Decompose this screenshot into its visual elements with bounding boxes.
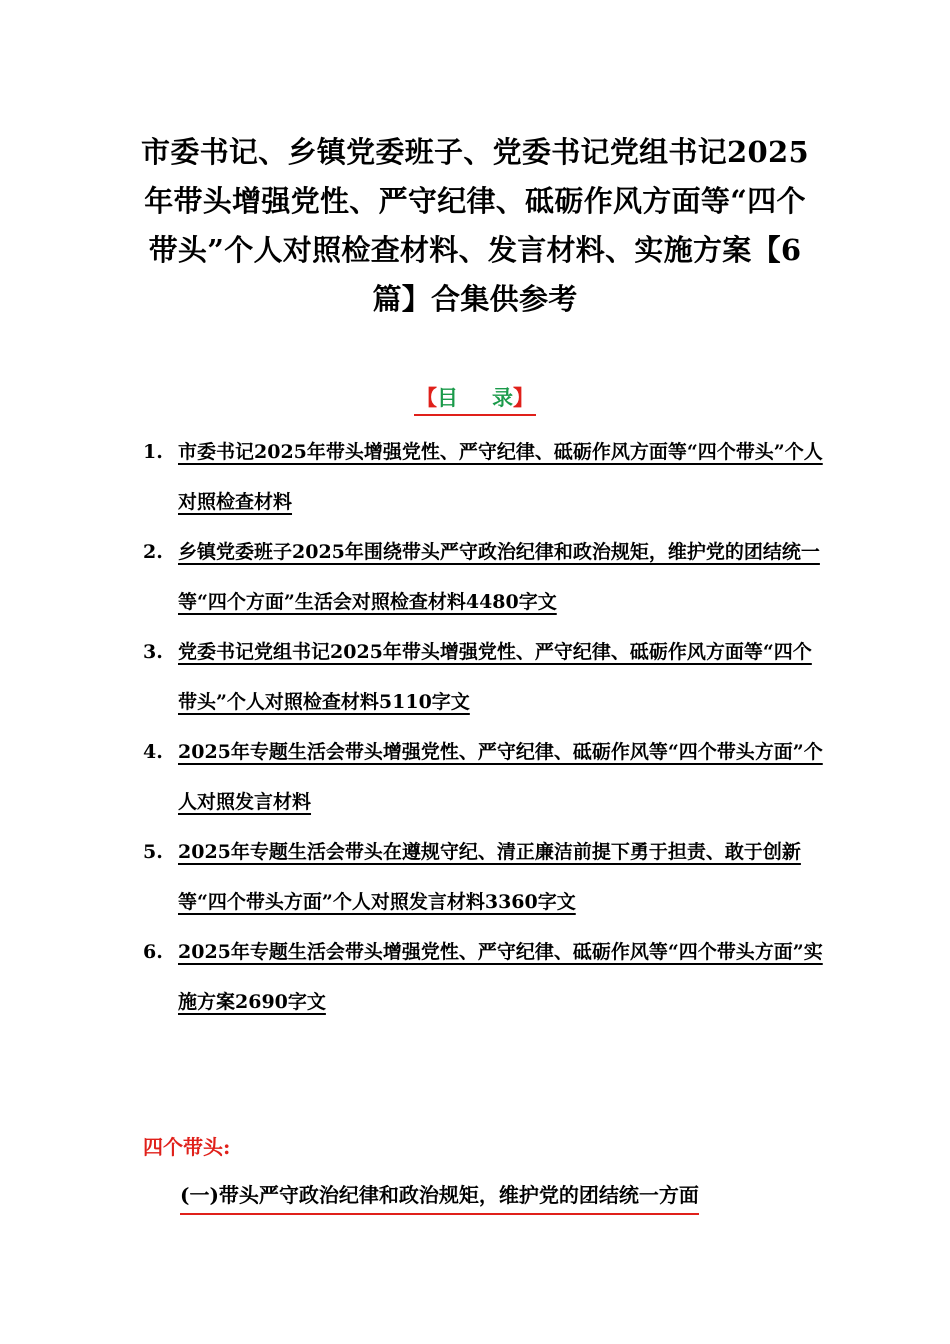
toc-item-link[interactable]: 乡镇党委班子2025年围绕带头严守政治纪律和政治规矩，维护党的团结统一等“四个方面”生活会对照检查材料4480字文 (178, 541, 820, 613)
toc-item-link[interactable]: 市委书记2025年带头增强党性、严守纪律、砥砺作风方面等“四个带头”个人对照检查材料 (178, 441, 823, 513)
toc-item (143, 827, 823, 927)
toc-item-link[interactable]: 党委书记党组书记2025年带头增强党性、严守纪律、砥砺作风方面等“四个带头”个人对照检查材料5110字文 (178, 641, 812, 713)
toc-item-number: 2. (143, 541, 163, 563)
toc-heading-word-2: 录 (492, 385, 513, 410)
toc-heading (0, 383, 950, 416)
toc-item-number: 3. (143, 641, 163, 663)
toc-list (143, 427, 823, 1027)
toc-item-number: 1. (143, 441, 163, 463)
toc-item-link[interactable]: 2025年专题生活会带头增强党性、严守纪律、砥砺作风等“四个带头方面”实施方案2690字文 (178, 941, 823, 1013)
toc-heading-underline (414, 383, 536, 416)
toc-bracket-open: 【 (416, 385, 437, 410)
toc-item (143, 427, 823, 527)
toc-item (143, 627, 823, 727)
toc-item (143, 727, 823, 827)
section-subheading: (一)带头严守政治纪律和政治规矩，维护党的团结统一方面 (180, 1180, 699, 1215)
section-label: 四个带头: (143, 1135, 231, 1159)
toc-heading-word-1: 目 (437, 385, 492, 410)
toc-item-number: 5. (143, 841, 163, 863)
toc-item-link[interactable]: 2025年专题生活会带头增强党性、严守纪律、砥砺作风等“四个带头方面”个人对照发言材料 (178, 741, 823, 813)
toc-item-number: 6. (143, 941, 163, 963)
toc-item-number: 4. (143, 741, 163, 763)
toc-bracket-close: 】 (513, 385, 534, 410)
toc-item-link[interactable]: 2025年专题生活会带头在遵规守纪、清正廉洁前提下勇于担责、敢于创新等“四个带头方面”个人对照发言材料3360字文 (178, 841, 801, 913)
document-title: 市委书记、乡镇党委班子、党委书记党组书记2025年带头增强党性、严守纪律、砥砺作风方面等“四个带头”个人对照检查材料、发言材料、实施方案【6篇】合集供参考 (141, 135, 809, 316)
toc-item (143, 927, 823, 1027)
toc-item (143, 527, 823, 627)
